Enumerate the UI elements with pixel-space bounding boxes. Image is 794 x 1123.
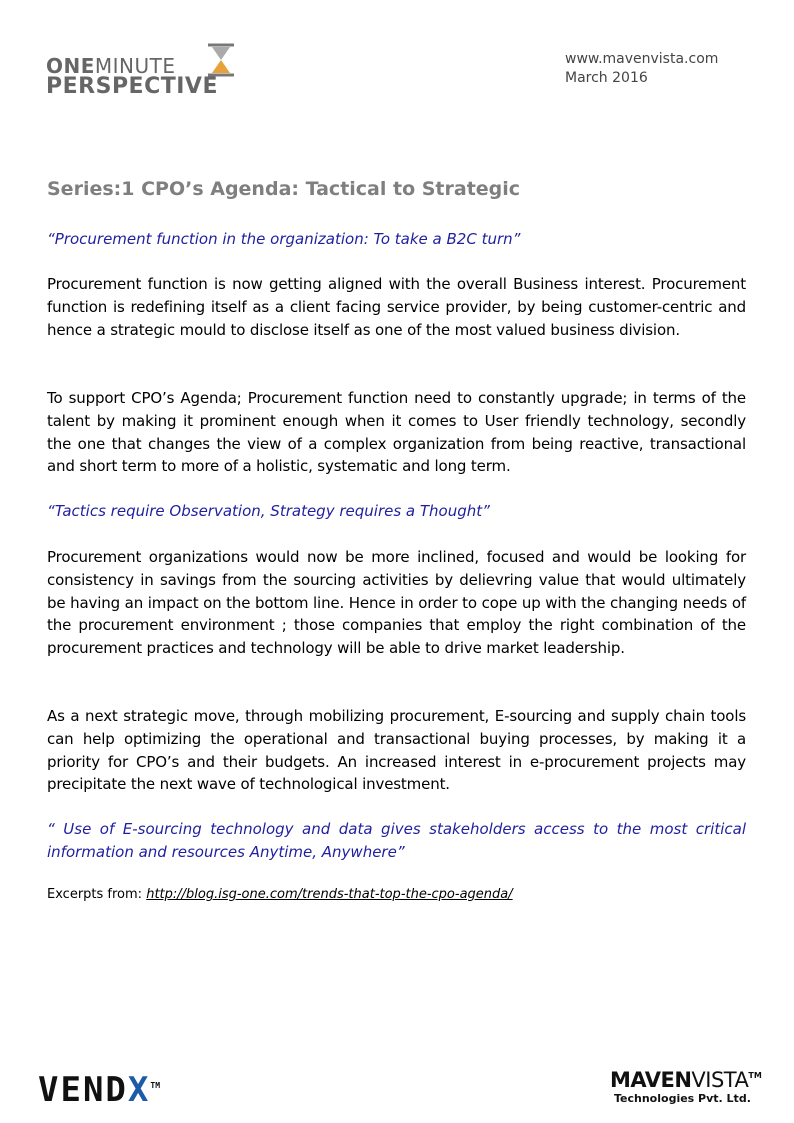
quote-2: “Tactics require Observation, Strategy requires a Thought”: [47, 502, 490, 520]
quote-1: “Procurement function in the organization: To take a B2C turn”: [47, 230, 521, 248]
paragraph-4: As a next strategic move, through mobilizing procurement, E-sourcing and supply chain tools can help optimizing the operational and transactional buying processes, by making it a priority for CPO’s and their budgets. An increased interest in e-procurement projects may precipitate the next wave of technological investment.: [47, 707, 746, 794]
vendx-logo: VENDX™: [38, 1070, 161, 1110]
website-url: www.mavenvista.com: [565, 51, 719, 67]
one-minute-perspective-logo: [46, 42, 246, 102]
logo-line2: PERSPECTIVE: [46, 74, 218, 99]
excerpt-source: [47, 886, 513, 904]
publication-date: March 2016: [565, 70, 648, 86]
excerpt-link[interactable]: http://blog.isg-one.com/trends-that-top-the-cpo-agenda/: [146, 887, 513, 902]
mavenvista-subtitle: Technologies Pvt. Ltd.: [614, 1092, 751, 1105]
quote-3: “ Use of E-sourcing technology and data gives stakeholders access to the most critical information and resources Anytime, Anywhere”: [47, 820, 746, 861]
mavenvista-logo: MAVENVISTA™ Technologies Pvt. Ltd.: [610, 1068, 770, 1105]
hourglass-icon: [204, 42, 238, 78]
paragraph-3: Procurement organizations would now be more inclined, focused and would be looking for consistency in savings from the sourcing activities by delievring value that would ultimately be having an impact on the bottom line. Hence in order to cope up with the changing needs of the procurement environment ; those companies that employ the right combination of the procurement practices and technology will be able to drive market leadership.: [47, 548, 746, 658]
paragraph-2: To support CPO’s Agenda; Procurement function need to constantly upgrade; in terms of the talent by making it prominent enough when it comes to User friendly technology, secondly the one that changes the view of a complex organization from being reactive, transactional and short term to more of a holistic, systematic and long term.: [47, 389, 746, 476]
excerpt-label: Excerpts from:: [47, 887, 143, 902]
article-title: Series:1 CPO’s Agenda: Tactical to Strategic: [47, 178, 521, 200]
paragraph-1: Procurement function is now getting aligned with the overall Business interest. Procurement function is redefining itself as a client facing service provider, by being customer-centric and hence a strategic mould to disclose itself as one of the most valued business division.: [47, 275, 746, 339]
logo-line1: ONEMINUTE: [46, 54, 176, 78]
